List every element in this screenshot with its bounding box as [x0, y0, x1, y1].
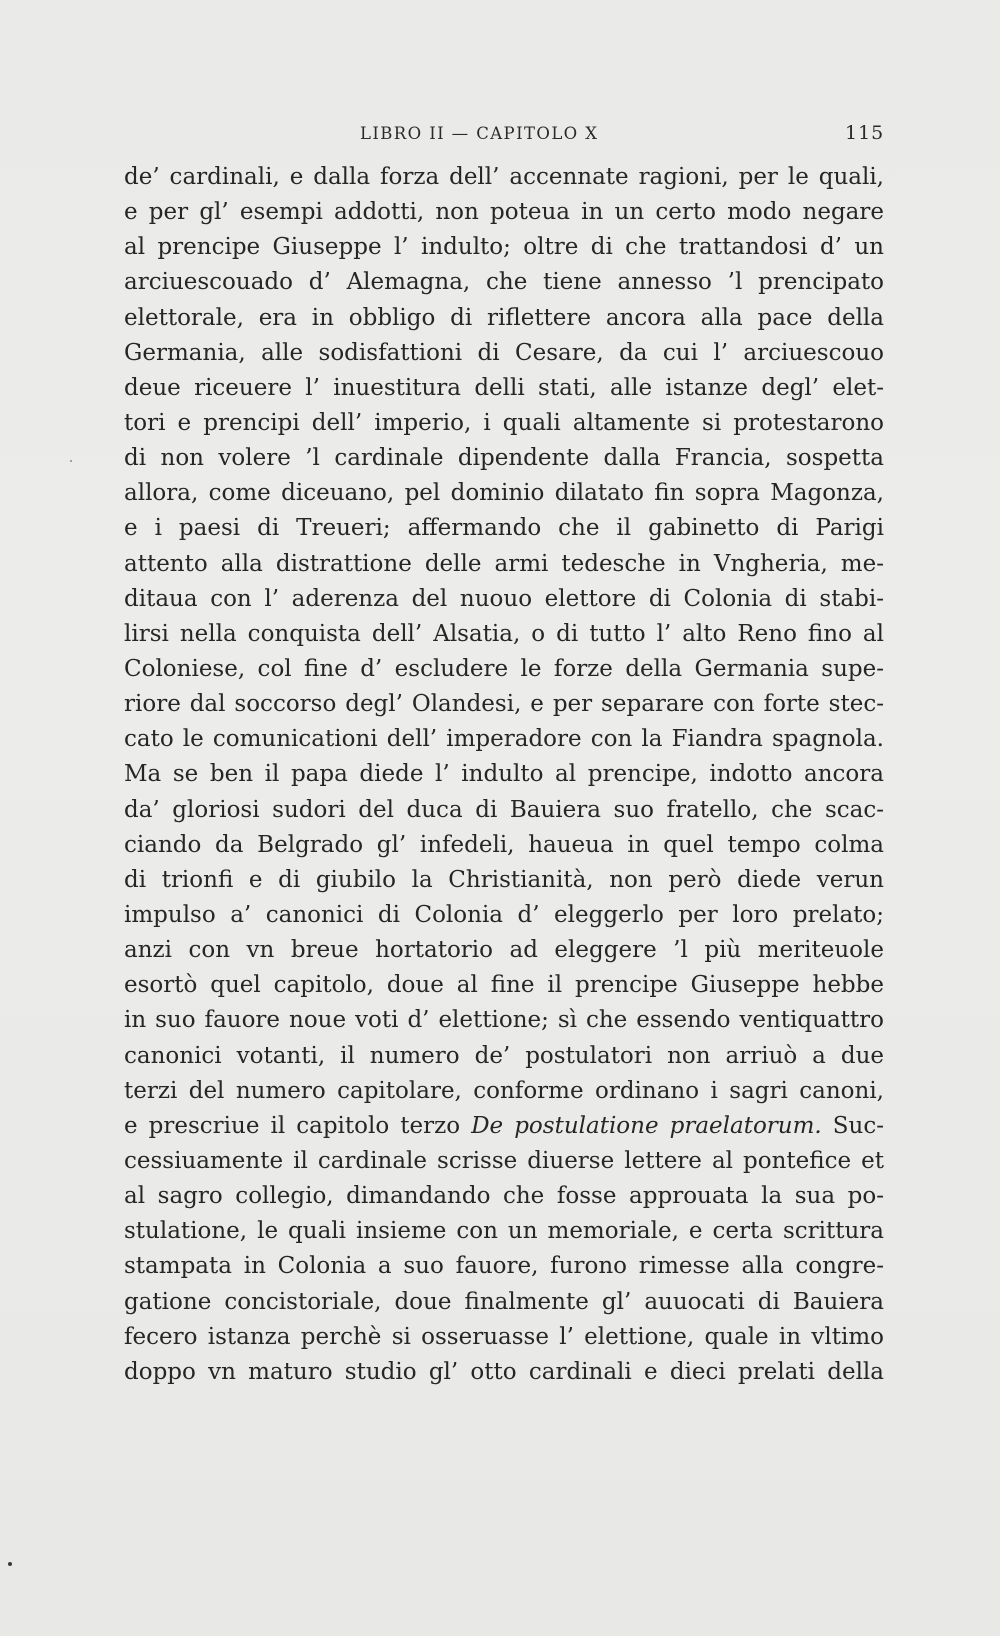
page-number: 115 — [845, 122, 885, 144]
text-line: esortò quel capitolo, doue al fine il prencipe Giuseppe hebbe — [124, 972, 884, 999]
text-line: tori e prencipi dell’ imperio, i quali altamente si protestarono — [124, 409, 884, 436]
text-line: di trionfi e di giubilo la Christianità, non però diede verun — [124, 866, 884, 893]
text-line: impulso a’ canonici di Colonia d’ eleggerlo per loro prelato; — [124, 901, 884, 928]
running-title: LIBRO II — CAPITOLO X — [360, 124, 599, 143]
text-line: fecero istanza perchè si osseruasse l’ elettione, quale in vltimo — [124, 1323, 884, 1350]
paper-speck — [70, 460, 72, 462]
text-line: riore dal soccorso degl’ Olandesi, e per separare con forte stec- — [124, 691, 884, 718]
text-line: Ma se ben il papa diede l’ indulto al prencipe, indotto ancora — [124, 761, 884, 788]
text-line: doppo vn maturo studio gl’ otto cardinali e dieci prelati della — [124, 1358, 884, 1385]
text-line: allora, come diceuano, pel dominio dilatato fin sopra Magonza, — [124, 480, 884, 507]
text-line-end: Suc- — [832, 1112, 884, 1139]
paper-speck — [8, 1562, 12, 1566]
text-line: cato le comunicationi dell’ imperadore con la Fiandra spagnola. — [124, 726, 884, 753]
text-line: ditaua con l’ aderenza del nuouo elettore di Colonia di stabi- — [124, 585, 884, 612]
text-line: ciando da Belgrado gl’ infedeli, haueua in quel tempo colma — [124, 831, 884, 858]
text-line: de’ cardinali, e dalla forza dell’ accennate ragioni, per le quali, — [124, 164, 884, 190]
text-line-with-citation — [124, 1109, 884, 1144]
text-line: e per gl’ esempi addotti, non poteua in un certo modo negare — [124, 199, 884, 226]
text-line: Coloniese, col fine d’ escludere le forze della Germania supe- — [124, 655, 884, 682]
text-line: elettorale, era in obbligo di riflettere ancora alla pace della — [124, 304, 884, 331]
text-line: di non volere ’l cardinale dipendente dalla Francia, sospetta — [124, 445, 884, 472]
text-line: cessiuamente il cardinale scrisse diuerse lettere al pontefice et — [124, 1147, 884, 1174]
text-line: arciuescouado d’ Alemagna, che tiene annesso ’l prencipato — [124, 269, 884, 296]
body-text — [124, 160, 884, 1390]
text-line: stampata in Colonia a suo fauore, furono rimesse alla congre- — [124, 1253, 884, 1280]
text-line-start: e prescriue il capitolo terzo — [124, 1112, 461, 1139]
text-line: anzi con vn breue hortatorio ad eleggere ’l più meriteuole — [124, 937, 884, 964]
text-line: terzi del numero capitolare, conforme ordinano i sagri canoni, — [124, 1077, 884, 1104]
text-line: al sagro collegio, dimandando che fosse approuata la sua po- — [124, 1183, 884, 1210]
text-line: gatione concistoriale, doue finalmente gl’ auuocati di Bauiera — [124, 1288, 884, 1315]
text-line: stulatione, le quali insieme con un memoriale, e certa scrittura — [124, 1218, 884, 1245]
text-line: Germania, alle sodisfattioni di Cesare, da cui l’ arciuescouo — [124, 339, 884, 366]
italic-citation: De postulatione praelatorum. — [471, 1112, 822, 1139]
text-line: canonici votanti, il numero de’ postulatori non arriuò a due — [124, 1042, 884, 1069]
text-line: al prencipe Giuseppe l’ indulto; oltre di che trattandosi d’ un — [124, 234, 884, 261]
text-line: in suo fauore noue voti d’ elettione; sì che essendo ventiquattro — [124, 1007, 884, 1034]
text-line: e i paesi di Treueri; affermando che il gabinetto di Parigi — [124, 515, 884, 542]
text-line: attento alla distrattione delle armi tedesche in Vngheria, me- — [124, 550, 884, 577]
running-header — [0, 122, 1000, 152]
text-line: lirsi nella conquista dell’ Alsatia, o di tutto l’ alto Reno fino al — [124, 620, 884, 647]
text-line: deue riceuere l’ inuestitura delli stati, alle istanze degl’ elet- — [124, 374, 884, 401]
text-line: da’ gloriosi sudori del duca di Bauiera suo fratello, che scac- — [124, 796, 884, 823]
